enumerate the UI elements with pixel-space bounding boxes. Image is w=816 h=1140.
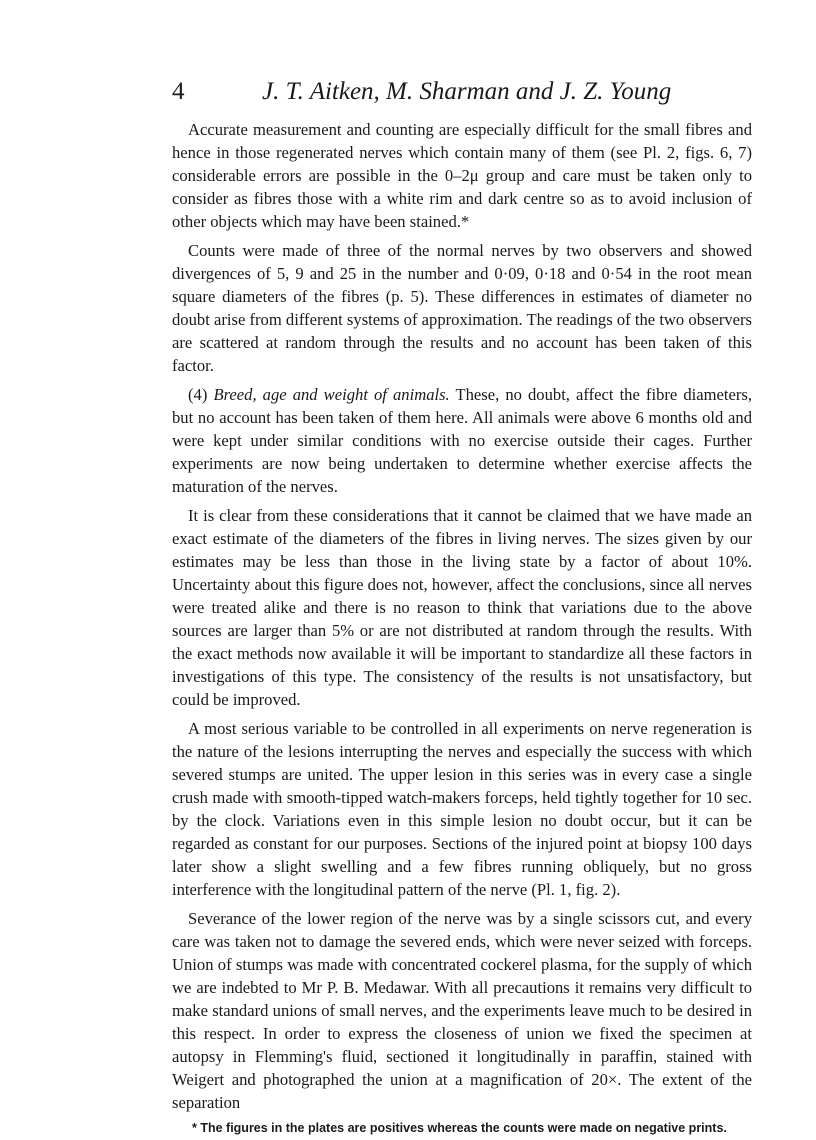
paragraph-severance: Severance of the lower region of the nerve was by a single scissors cut, and every care was taken not to damage the severed ends, which were never seized with forceps. Union of stumps was made with concentrated cockerel plasma, for the supply of which we are indebted to Mr P. B. Medawar. With all precautions it remains very difficult to make standard unions of small nerves, and the experiments leave much to be desired in this respect. In order to express the closeness of union we fixed the specimen at autopsy in Flemming's fluid, sectioned it longitudinally in paraffin, stained with Weigert and photographed the union at a magnification of 20×. The extent of the separation: [172, 909, 752, 1112]
page-header: [172, 78, 752, 118]
paragraph-lesions: A most serious variable to be controlled in all experiments on nerve regeneration is the nature of the lesions interrupting the nerves and especially the success with which severed stumps are united. The upper lesion in this series was in every case a single crush made with smooth-tipped watch-makers forceps, held tightly together for 10 sec. by the clock. Variations even in this simple lesion no doubt occur, but it can be regarded as constant for our purposes. Sections of the injured point at biopsy 100 days later show a slight swelling and a few fibres running obliquely, but no gross interference with the longitudinal pattern of the nerve (Pl. 1, fig. 2).: [172, 719, 752, 899]
running-head: J. T. Aitken, M. Sharman and J. Z. Young: [262, 78, 672, 105]
paragraph-measurement: Accurate measurement and counting are especially difficult for the small fibres and hence in those regenerated nerves which contain many of them (see Pl. 2, figs. 6, 7) considerable errors are possible in the 0–2μ group and care must be taken only to consider as fibres those with a white rim and dark centre so as to avoid inclusion of other objects which may have been stained.*: [172, 120, 752, 231]
paragraph-counts: Counts were made of three of the normal nerves by two observers and showed divergences of 5, 9 and 25 in the number and 0·09, 0·18 and 0·54 in the root mean square diameters of the fibres (p. 5). These differences in estimates of diameter no doubt arise from different systems of approximation. The readings of the two observers are scattered at random through the results and no account has been taken of this factor.: [172, 241, 752, 375]
body-text: [172, 118, 752, 1114]
page-number: 4: [172, 78, 185, 105]
paragraph-breed-heading: Breed, age and weight of animals.: [213, 385, 450, 404]
paragraph-breed-prefix: (4): [188, 385, 214, 404]
paragraph-breed-text: These, no doubt, affect the fibre diameters, but no account has been taken of them here. All animals were above 6 months old and were kept under similar conditions with no exercise outside their cages. Further experiments are now being undertaken to determine whether exercise affects the maturation of the nerves.: [172, 385, 752, 496]
footnote: * The figures in the plates are positives whereas the counts were made on negative prints.: [192, 1121, 727, 1135]
paragraph-considerations: It is clear from these considerations that it cannot be claimed that we have made an exact estimate of the diameters of the fibres in living nerves. The sizes given by our estimates may be less than those in the living state by a factor of about 10%. Uncertainty about this figure does not, however, affect the conclusions, since all nerves were treated alike and there is no reason to think that variations due to the above sources are larger than 5% or are not distributed at random through the results. With the exact methods now available it will be important to standardize all these factors in investigations of this type. The consistency of the results is not unsatisfactory, but could be improved.: [172, 506, 752, 709]
page: [172, 78, 752, 1137]
paragraph-breed: [172, 383, 752, 498]
